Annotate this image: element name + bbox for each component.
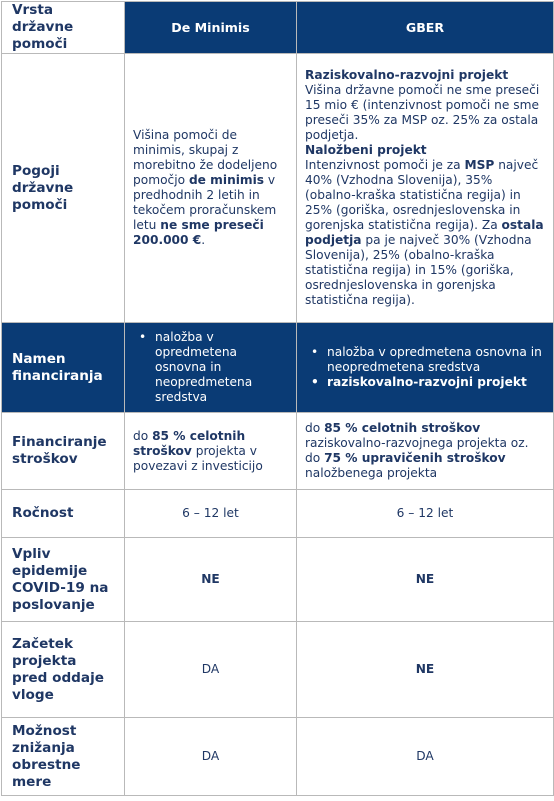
row-financing-label xyxy=(2,413,125,490)
financing-gber-bold-1: 85 % celotnih stroškov xyxy=(324,421,481,435)
financing-de-minimis-bold-1: 85 % celotnih stroškov xyxy=(133,428,246,458)
aid-comparison-table xyxy=(1,1,554,796)
project-start-gber-cell: NE xyxy=(297,622,554,718)
row-financing xyxy=(2,413,554,490)
list-item: • naložba v opredmetena osnovna in neopredmetena sredstva xyxy=(327,345,545,375)
conditions-de-minimis-text-2: v predhodnih 2 letih in tekočem proračunskem letu xyxy=(133,173,277,232)
maturity-de-minimis-cell: 6 – 12 let xyxy=(125,490,297,538)
covid-impact-de-minimis-cell: NE xyxy=(125,538,297,622)
row-maturity-label-text: Ročnost xyxy=(12,505,74,521)
row-covid-impact xyxy=(2,538,554,622)
header-gber-label: GBER xyxy=(405,20,445,35)
financing-gber-bold-2: 75 % upravičenih stroškov xyxy=(324,451,506,465)
financing-de-minimis-text-1: do xyxy=(133,428,153,443)
conditions-de-minimis-text-3: . xyxy=(201,233,206,247)
list-item: • naložba v opredmetena osnovna in neopredmetena sredstva xyxy=(155,330,288,405)
maturity-gber-cell: 6 – 12 let xyxy=(297,490,554,538)
conditions-gber-text-2c: pa je največ 30% (Vzhodna Slovenija), 25% (obalno-kraška statistična regija) in 15% (goriška, osrednjeslovenska in gorenjska statistična regija). xyxy=(305,233,532,307)
header-row xyxy=(2,2,554,54)
header-gber xyxy=(297,2,554,54)
conditions-de-minimis-bold-1: de minimis xyxy=(188,173,265,187)
financing-gber-text-2: raziskovalno-razvojnega projekta oz. do xyxy=(305,436,529,465)
purpose-de-minimis-cell xyxy=(125,323,297,413)
header-de-minimis-label: De Minimis xyxy=(171,20,250,35)
conditions-de-minimis-bold-2: ne sme preseči 200.000 € xyxy=(133,218,264,247)
conditions-gber-cell xyxy=(297,54,554,323)
conditions-gber-bold-2a: MSP xyxy=(464,158,495,172)
row-interest-reduction-label xyxy=(2,718,125,796)
row-project-start xyxy=(2,622,554,718)
header-de-minimis xyxy=(125,2,297,54)
row-conditions-label xyxy=(2,54,125,323)
interest-reduction-de-minimis-cell: DA xyxy=(125,718,297,796)
row-interest-reduction xyxy=(2,718,554,796)
project-start-de-minimis-cell: DA xyxy=(125,622,297,718)
row-purpose-label xyxy=(2,323,125,413)
interest-reduction-gber-cell: DA xyxy=(297,718,554,796)
row-conditions-label-text: Pogoji državne pomoči xyxy=(12,162,74,213)
row-financing-label-text: Financiranje stroškov xyxy=(12,434,107,467)
purpose-de-minimis-list xyxy=(133,330,288,405)
financing-de-minimis-text-2: projekta v povezavi z investicijo xyxy=(133,443,263,473)
conditions-de-minimis-cell xyxy=(125,54,297,323)
covid-impact-gber-cell: NE xyxy=(297,538,554,622)
conditions-de-minimis-text-1: Višina pomoči de minimis, skupaj z morebitno že dodeljeno pomočjo xyxy=(133,128,278,187)
financing-de-minimis-cell xyxy=(125,413,297,490)
header-aid-type-label: Vrsta državne pomoči xyxy=(12,2,74,52)
header-aid-type xyxy=(2,2,125,54)
financing-gber-cell xyxy=(297,413,554,490)
conditions-gber-heading-rd: Raziskovalno-razvojni projekt xyxy=(305,68,509,82)
conditions-gber-text-2a: Intenzivnost pomoči je za xyxy=(305,158,465,172)
conditions-gber-text-investment xyxy=(305,158,545,308)
purpose-gber-list xyxy=(305,345,545,390)
conditions-gber-bold-2b: ostala podjetja xyxy=(305,218,544,247)
row-maturity-label xyxy=(2,490,125,538)
conditions-gber-heading-investment: Naložbeni projekt xyxy=(305,143,427,157)
row-interest-reduction-label-text: Možnost znižanja obrestne mere xyxy=(12,722,81,790)
row-covid-impact-label-text: Vpliv epidemije COVID-19 na poslovanje xyxy=(12,545,109,613)
financing-gber-text-1: do xyxy=(305,421,325,435)
financing-gber-text-3: naložbenega projekta xyxy=(305,466,438,480)
conditions-gber-text-rd: Višina državne pomoči ne sme preseči 15 mio € (intenzivnost pomoči ne sme preseči 35% za MSP oz. 25% za ostala podjetja. xyxy=(305,83,540,142)
row-conditions xyxy=(2,54,554,323)
row-purpose-label-text: Namen financiranja xyxy=(12,350,103,384)
conditions-gber-text-2b: največ 40% (Vzhodna Slovenija), 35% (obalno-kraška statistična regija) in 25% (goriška, osrednjeslovenska in gorenjska statistična regija). Za xyxy=(305,158,539,232)
row-maturity xyxy=(2,490,554,538)
row-project-start-label-text: Začetek projekta pred oddaje vloge xyxy=(12,635,104,703)
row-project-start-label xyxy=(2,622,125,718)
purpose-gber-cell xyxy=(297,323,554,413)
row-covid-impact-label xyxy=(2,538,125,622)
list-item: • raziskovalno-razvojni projekt xyxy=(327,375,545,390)
row-purpose xyxy=(2,323,554,413)
